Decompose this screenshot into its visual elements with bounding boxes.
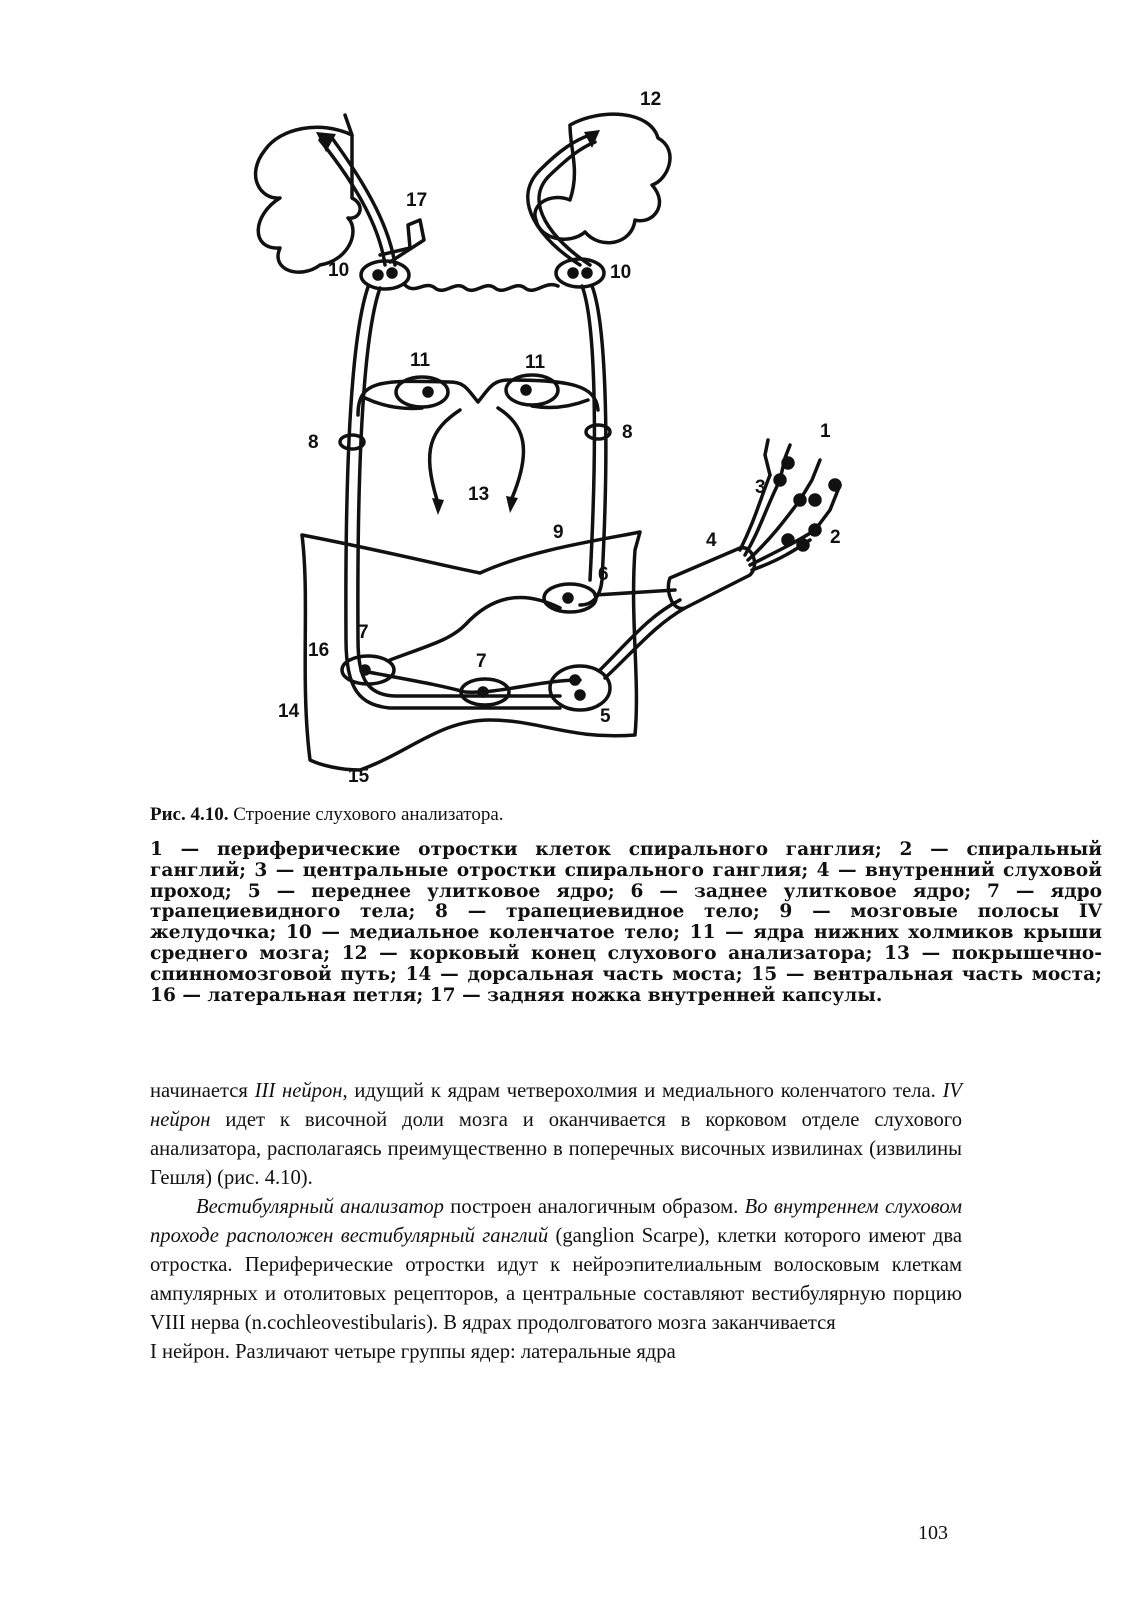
label-7b: 7 — [476, 651, 487, 672]
label-1: 1 — [820, 421, 831, 442]
figure-legend: 1 — периферические отростки клеток спирального ганглия; 2 — спиральный ганглий; 3 — центральные отростки спирального ганглия; 4 — внутренний слуховой проход; 5 — переднее улитковое ядро; 6 — заднее улитковое ядро; 7 — ядро трапециевидного тела; 8 — трапециевидное тело; 9 — мозговые полосы IV желудочка; 10 — медиальное коленчатое тело; 11 — ядра нижних холмиков крыши среднего мозга; 12 — корковый конец слухового анализатора; 13 — покрышечно-спинномозговой путь; 14 — дорсальная часть моста; 15 — вентральная часть моста; 16 — латеральная петля; 17 — задняя ножка внутренней капсулы. — [150, 839, 1102, 1006]
label-13: 13 — [468, 484, 490, 505]
left-lemniscus — [346, 287, 560, 708]
p2-italic-1: Вестибулярный анализатор — [196, 1196, 444, 1218]
label-3: 3 — [755, 477, 766, 498]
left-cortex-outline — [256, 115, 361, 272]
label-10b: 10 — [610, 262, 632, 283]
p2-text-2: (ganglion Scarpe), клетки которого имеют два отростка. Периферические отростки идут к нейроэпителиальным волосковым клеткам ампулярных и отолитовых рецепторов, а центральные составляют вестибулярную порцию VIII нерва (n.cochleovestibularis). В ядрах продолговатого мозга заканчивается — [150, 1225, 962, 1334]
body-text — [150, 1077, 962, 1367]
label-5: 5 — [600, 706, 611, 727]
label-9: 9 — [553, 522, 564, 543]
p2-text-1: построен аналогичным образом. — [443, 1196, 745, 1218]
wavy-boundary — [405, 285, 558, 291]
spiral-ganglion-fibers — [740, 475, 815, 570]
auditory-analyzer-diagram — [240, 80, 890, 800]
label-10a: 10 — [328, 260, 350, 281]
pathway-posterior — [390, 597, 560, 660]
label-6: 6 — [598, 564, 609, 585]
label-14: 14 — [278, 701, 300, 722]
figure-number: Рис. 4.10. — [150, 804, 229, 825]
label-8b: 8 — [622, 422, 633, 443]
anterior-cochlear-nucleus — [550, 666, 610, 710]
label-17: 17 — [406, 190, 428, 211]
p1-italic-2: IV нейрон — [150, 1080, 963, 1131]
diagram-svg — [240, 80, 890, 800]
figure-title: Строение слухового анализатора. — [228, 804, 504, 825]
paragraph-3: I нейрон. Различают четыре группы ядер: латеральные ядра — [150, 1341, 676, 1363]
label-7a: 7 — [358, 622, 369, 643]
label-4: 4 — [706, 530, 717, 551]
label-16: 16 — [308, 640, 330, 661]
label-11b: 11 — [525, 352, 546, 373]
p1-text-1: начинается — [150, 1080, 255, 1102]
label-11a: 11 — [410, 350, 431, 371]
label-15: 15 — [348, 766, 370, 787]
p1-text-2: , идущий к ядрам четверохолмия и медиального коленчатого тела. — [342, 1080, 943, 1102]
right-cortex-outline — [535, 114, 670, 243]
paragraph-2 — [150, 1193, 962, 1338]
p1-italic-1: III нейрон — [254, 1080, 343, 1102]
p2-italic-2: Во внутреннем слуховом проходе расположен вестибулярный ганглий — [150, 1196, 962, 1247]
label-2: 2 — [830, 527, 841, 548]
p1-text-3: идет к височной доли мозга и оканчивается в корковом отделе слухового анализатора, располагаясь преимущественно в поперечных височных извилинах (извилины Гешля) (рис. 4.10). — [150, 1109, 962, 1189]
label-12: 12 — [640, 89, 662, 110]
tectospinal-tract-left — [430, 410, 460, 500]
right-lemniscus — [580, 286, 606, 605]
page-number: 103 — [918, 1522, 948, 1544]
paragraph-1 — [150, 1077, 962, 1193]
internal-capsule-mark — [380, 220, 424, 262]
label-8a: 8 — [308, 432, 319, 453]
tectospinal-tract-right — [498, 408, 523, 498]
right-upper-tract — [528, 135, 595, 265]
figure-caption — [150, 804, 1010, 826]
